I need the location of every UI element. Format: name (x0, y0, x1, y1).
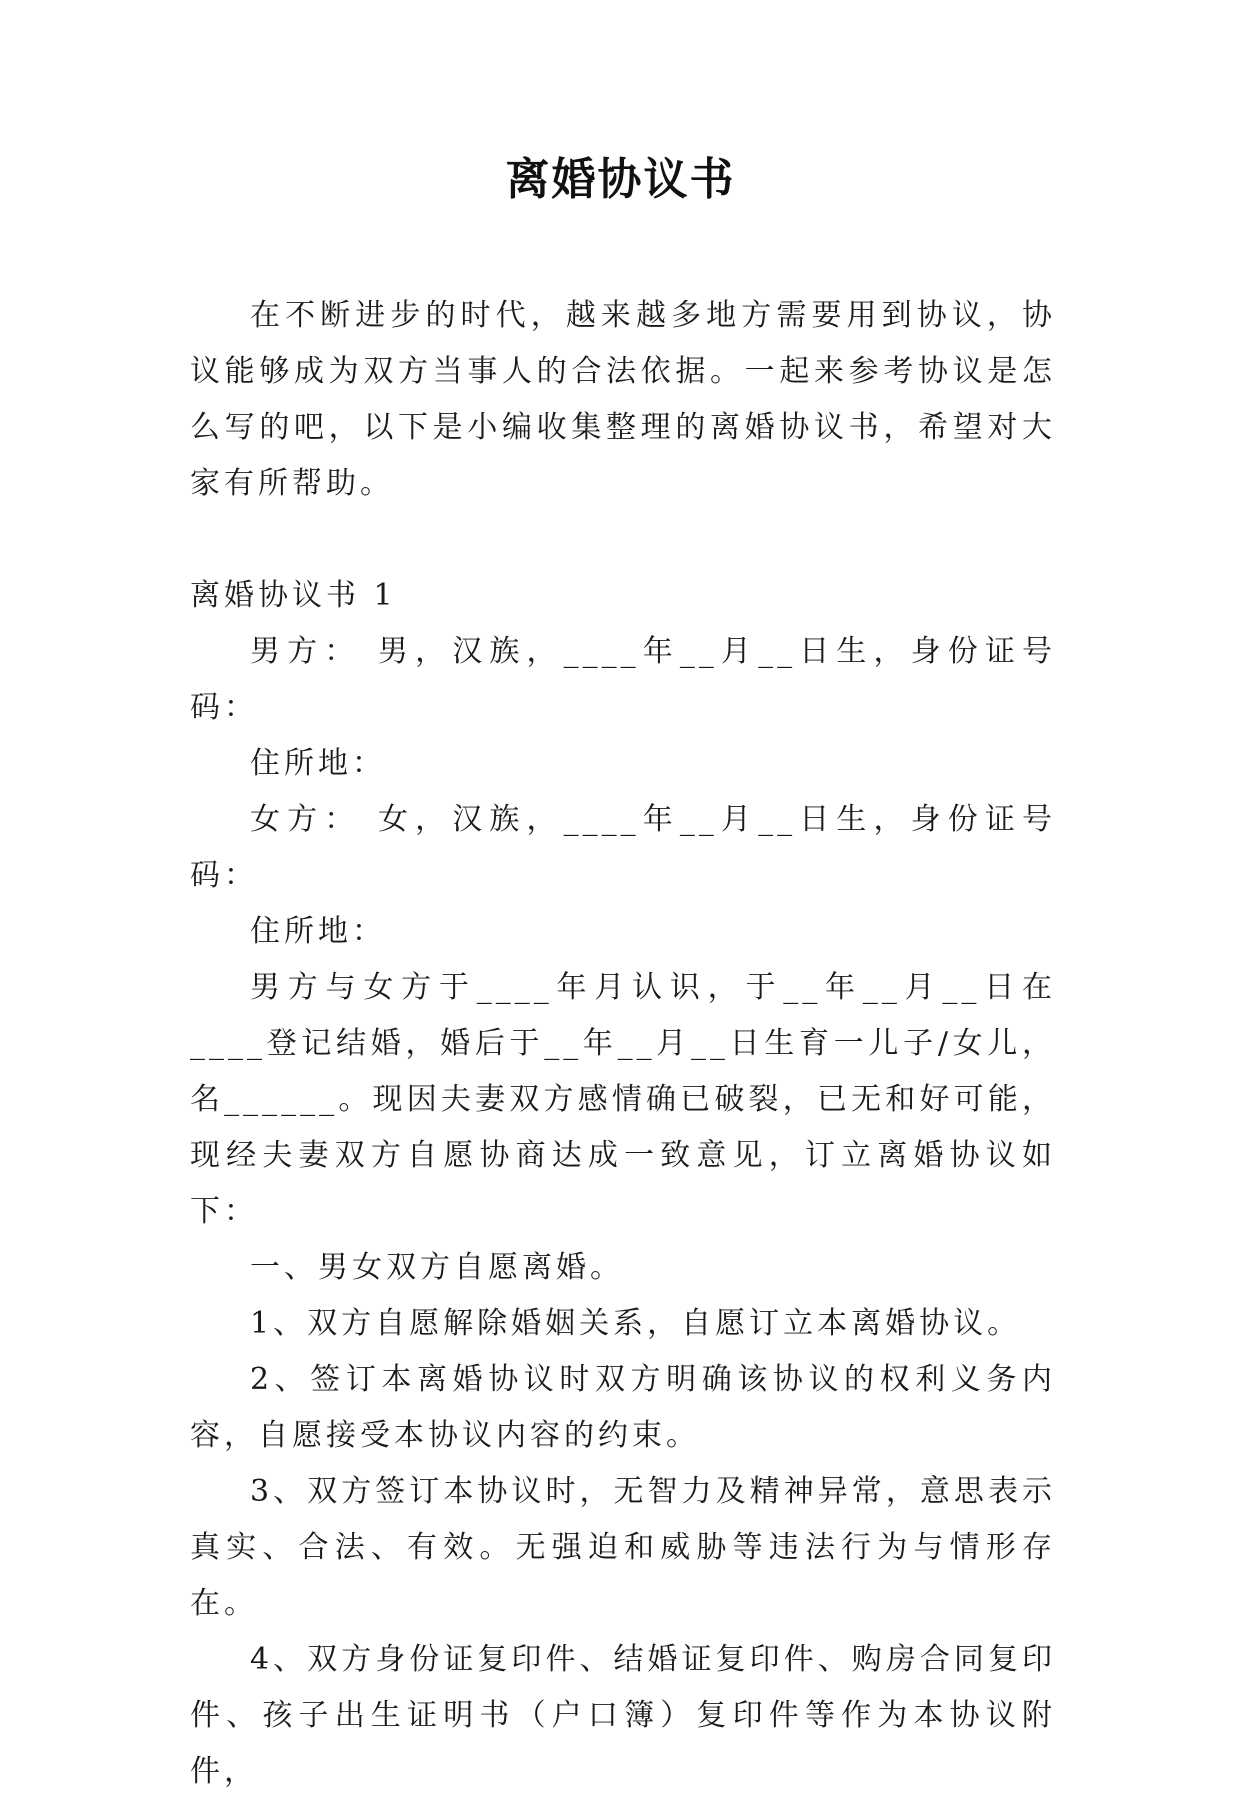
male-address-line: 住所地： (250, 746, 386, 781)
document-body (190, 288, 1056, 1800)
clause-item: 4、双方身份证复印件、结婚证复印件、购房合同复印件、孩子出生证明书（户口簿）复印件等作为本协议附件， (190, 1642, 1056, 1789)
male-party-line: 男方： 男，汉族，____年__月__日生，身份证号码： (190, 634, 1056, 725)
female-address-line: 住所地： (250, 914, 386, 949)
clause-item: 2、签订本离婚协议时双方明确该协议的权利义务内容，自愿接受本协议内容的约束。 (190, 1362, 1056, 1453)
section-heading: 离婚协议书 1 (190, 578, 397, 613)
clause-heading-1: 一、男女双方自愿离婚。 (250, 1250, 624, 1285)
document-title: 离婚协议书 (505, 154, 736, 205)
paragraph-spacer (190, 512, 1056, 568)
background-paragraph: 男方与女方于____年月认识，于__年__月__日在____登记结婚，婚后于__年__月__日生育一儿子/女儿，名______。现因夫妻双方感情确已破裂，已无和好可能，现经夫妻双方自愿协商达成一致意见，订立离婚协议如下： (190, 970, 1056, 1229)
intro-paragraph: 在不断进步的时代，越来越多地方需要用到协议，协议能够成为双方当事人的合法依据。一起来参考协议是怎么写的吧，以下是小编收集整理的离婚协议书，希望对大家有所帮助。 (190, 298, 1056, 501)
clause-item: 1、双方自愿解除婚姻关系，自愿订立本离婚协议。 (250, 1306, 1022, 1341)
clause-item: 3、双方签订本协议时，无智力及精神异常，意思表示真实、合法、有效。无强迫和威胁等违法行为与情形存在。 (190, 1474, 1056, 1621)
female-party-line: 女方： 女，汉族，____年__月__日生，身份证号码： (190, 802, 1056, 893)
